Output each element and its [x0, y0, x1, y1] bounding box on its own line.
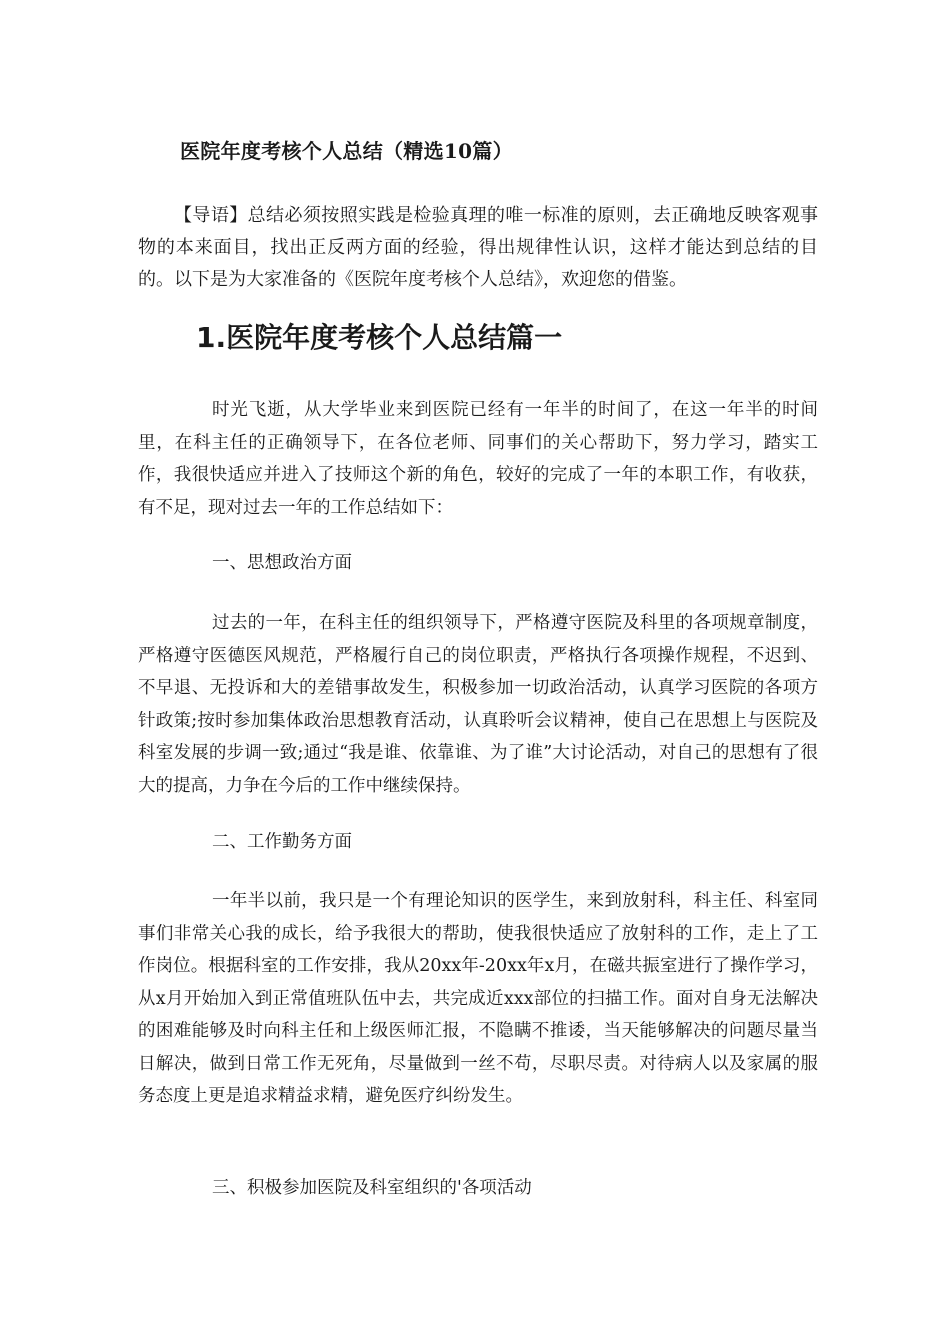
paragraph-intro-summary: 时光飞逝，从大学毕业来到医院已经有一年半的时间了，在这一年半的时间里，在科主任的正确领导下，在各位老师、同事们的关心帮助下，努力学习，踏实工作，我很快适应并进入了技师这个新的角色，较好的完成了一年的本职工作，有收获，有不足，现对过去一年的工作总结如下：: [138, 400, 818, 518]
section-heading: 1.医院年度考核个人总结篇一: [196, 321, 563, 354]
document-title: 医院年度考核个人总结（精选10篇）: [180, 139, 513, 163]
intro-paragraph: 【导语】总结必须按照实践是检验真理的唯一标准的原则，去正确地反映客观事物的本来面目，找出正反两方面的经验，得出规律性认识，这样才能达到总结的目的。以下是为大家准备的《医院年度考核个人总结》，欢迎您的借鉴。: [138, 205, 818, 290]
subheading-activities: 三、积极参加医院及科室组织的'各项活动: [212, 1178, 532, 1198]
paragraph-work: 一年半以前，我只是一个有理论知识的医学生，来到放射科，科主任、科室同事们非常关心我的成长，给予我很大的帮助，使我很快适应了放射科的工作，走上了工作岗位。根据科室的工作安排，我从20xx年-20xx年x月，在磁共振室进行了操作学习，从x月开始加入到正常值班队伍中去，共完成近xxx部位的扫描工作。面对自身无法解决的困难能够及时向科主任和上级医师汇报，不隐瞒不推诿，当天能够解决的问题尽量当日解决，做到日常工作无死角，尽量做到一丝不苟，尽职尽责。对待病人以及家属的服务态度上更是追求精益求精，避免医疗纠纷发生。: [138, 891, 818, 1106]
paragraph-ideology: 过去的一年，在科主任的组织领导下，严格遵守医院及科里的各项规章制度，严格遵守医德医风规范，严格履行自己的岗位职责，严格执行各项操作规程，不迟到、不早退、无投诉和大的差错事故发生，积极参加一切政治活动，认真学习医院的各项方针政策;按时参加集体政治思想教育活动，认真聆听会议精神，使自己在思想上与医院及科室发展的步调一致;通过“我是谁、依靠谁、为了谁”大讨论活动，对自己的思想有了很大的提高，力争在今后的工作中继续保持。: [138, 613, 818, 796]
subheading-ideology: 一、思想政治方面: [212, 553, 352, 573]
subheading-work: 二、工作勤务方面: [212, 832, 352, 852]
